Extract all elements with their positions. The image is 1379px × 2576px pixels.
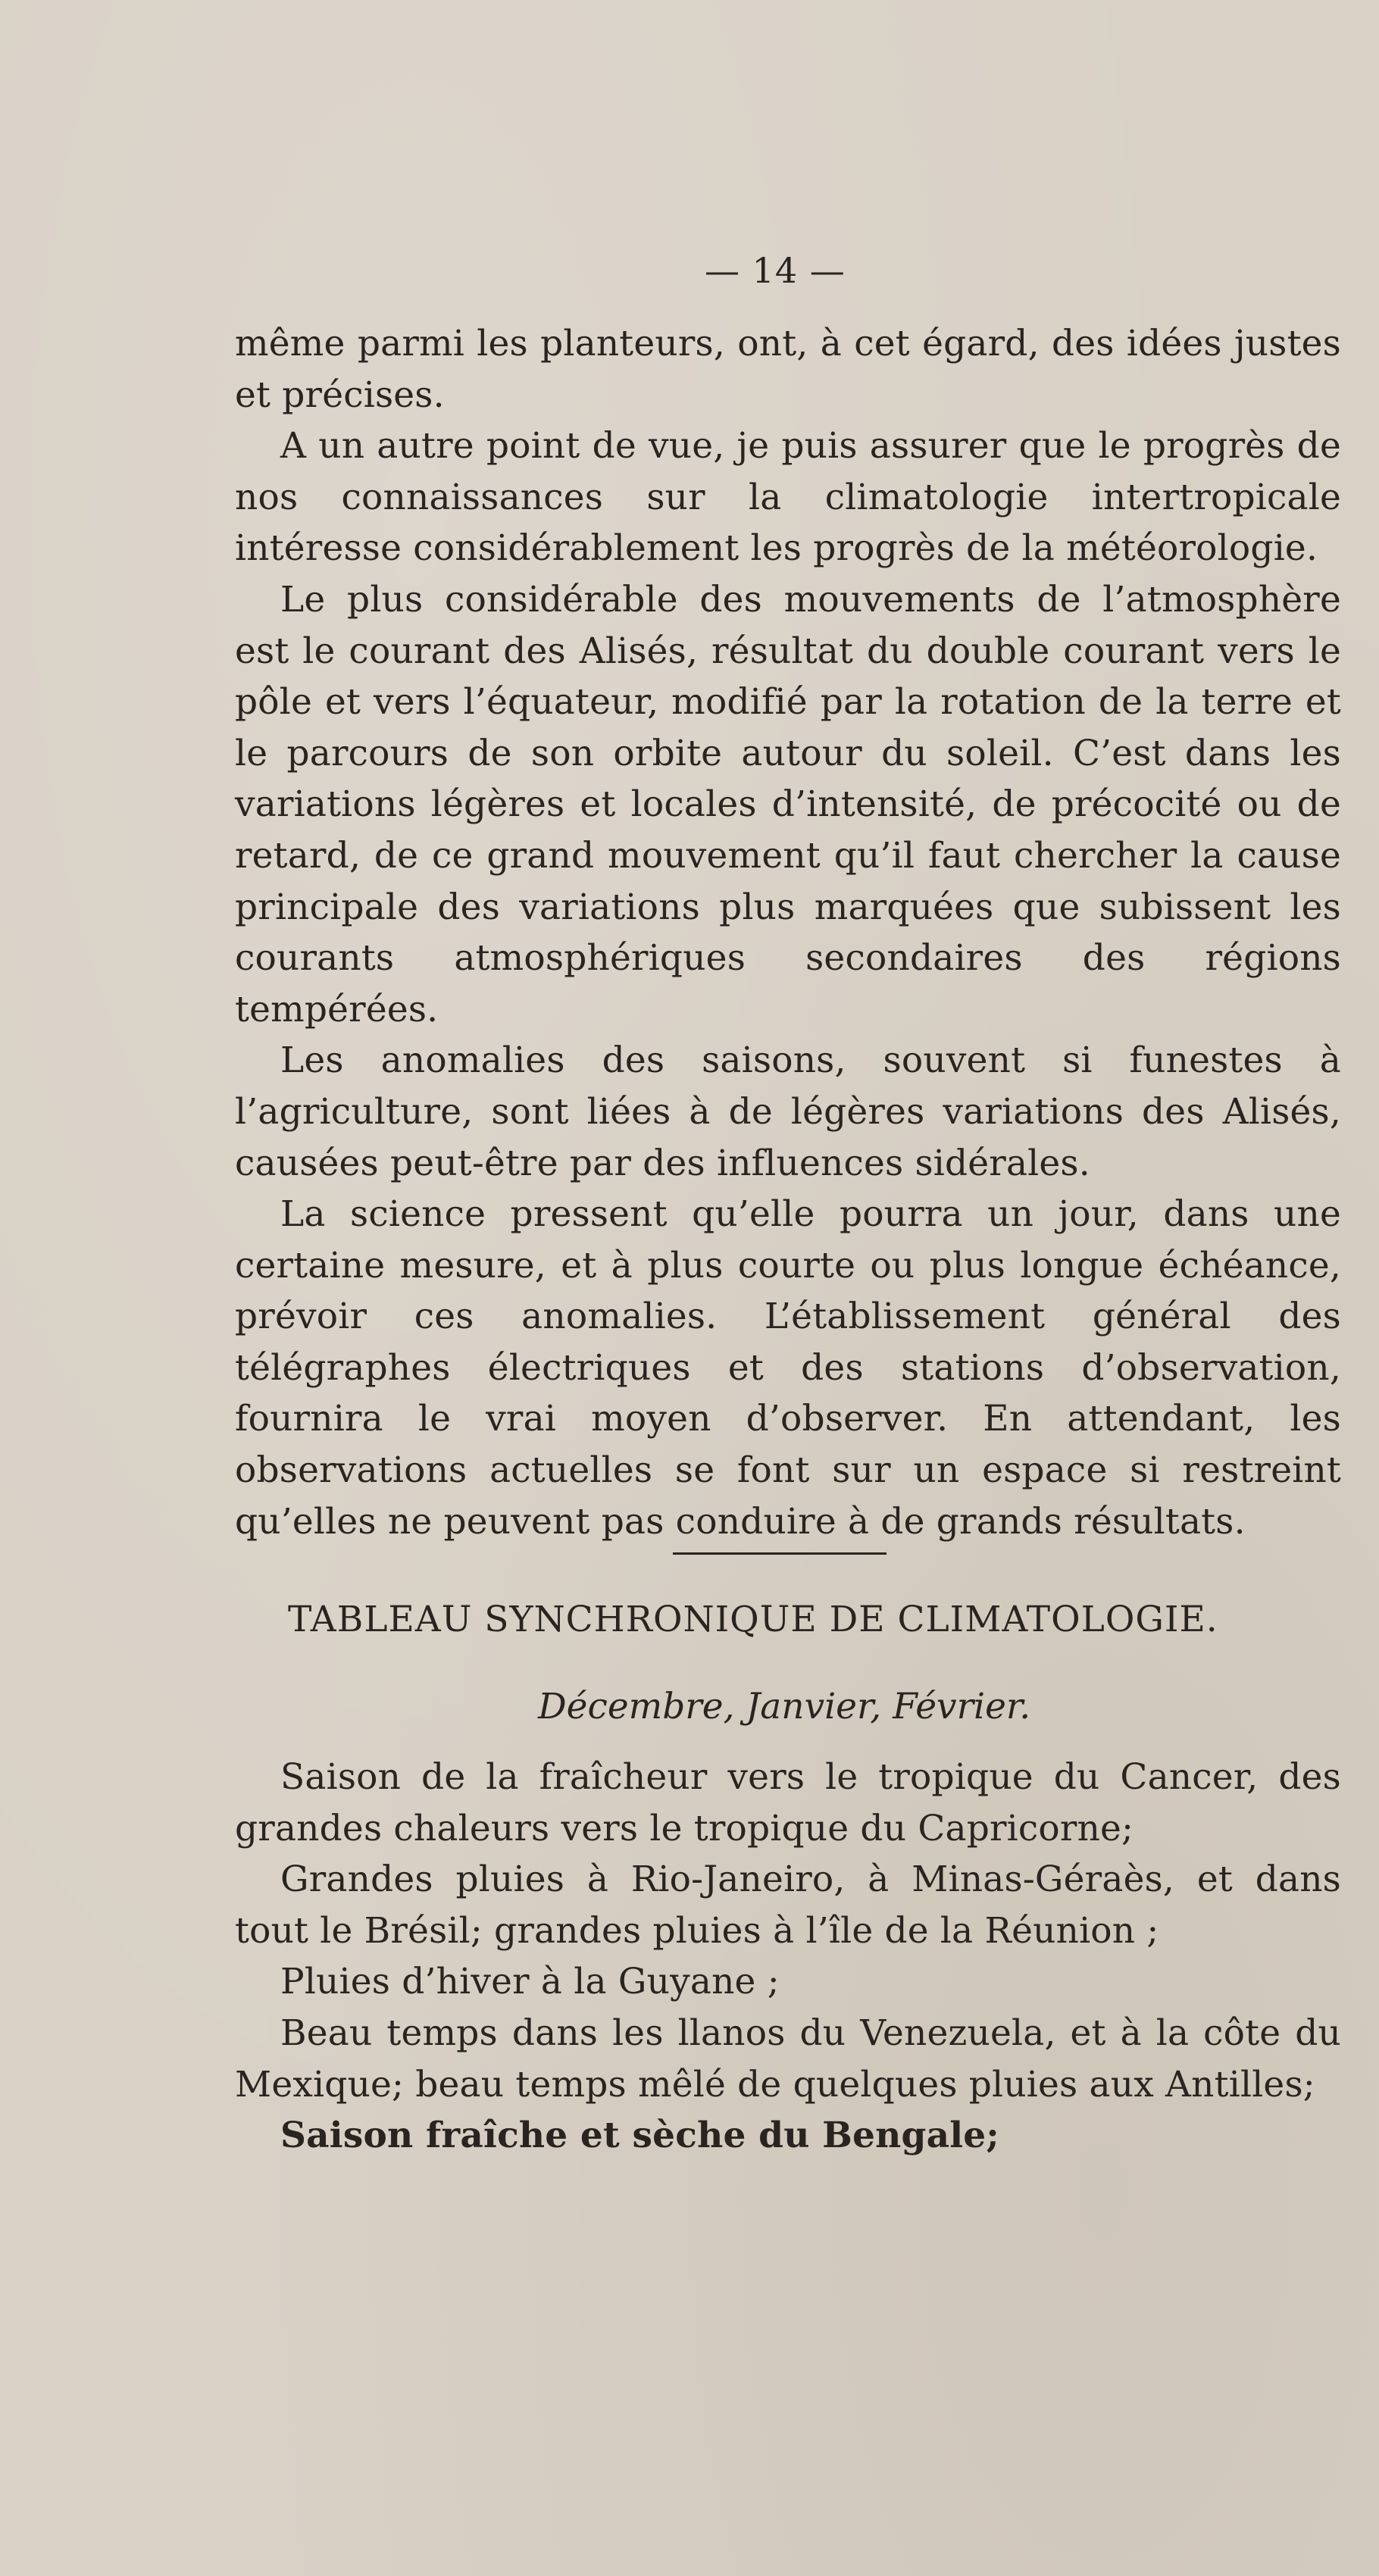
tableau-item: Saison de la fraîcheur vers le tropique du Cancer, des grandes chaleurs vers le tropique du Capricorne; [235,1756,1341,1849]
section-title: TABLEAU SYNCHRONIQUE DE CLIMATOLOGIE. [288,1599,1218,1640]
page-number: — 14 — [705,250,846,291]
paragraph: Les anomalies des saisons, souvent si funestes à l’agriculture, sont liées à de légères variations des Alisés, causées peut-être par des influences sidérales. [235,1039,1341,1184]
tableau-item: Saison fraîche et sèche du Bengale; [280,2115,999,2157]
paragraph: Le plus considérable des mouvements de l’atmosphère est le courant des Alisés, résultat du double courant vers le pôle et vers l’équateur, modifié par la rotation de la terre et le parcours de son orbite autour du soleil. C’est dans les variations légères et locales d’intensité, de précocité ou de retard, de ce grand mouvement qu’il faut chercher la cause principale des variations plus marquées que subissent les courants atmosphériques secondaires des régions tempérées. [235,578,1341,1030]
paragraph: A un autre point de vue, je puis assurer que le progrès de nos connaissances sur la climatologie intertropicale intéresse considérablement les progrès de la météorologie. [235,425,1341,570]
section-subtitle: Décembre, Janvier, Février. [538,1686,1031,1727]
body-text [235,318,1341,1547]
paragraph: La science pressent qu’elle pourra un jour, dans une certaine mesure, et à plus courte ou plus longue échéance, prévoir ces anomalies. L’établissement général des télégraphes électriques et des stations d’observation, fournira le vrai moyen d’observer. En attendant, les observations actuelles se font sur un espace si restreint qu’elles ne peuvent pas conduire à de grands résultats. [235,1193,1341,1543]
tableau-list [235,1752,1341,2162]
tableau-item: Grandes pluies à Rio-Janeiro, à Minas-Géraès, et dans tout le Brésil; grandes pluies à l’île de la Réunion ; [235,1859,1341,1952]
tableau-item: Pluies d’hiver à la Guyane ; [280,1961,780,2003]
section-divider [673,1552,886,1555]
paragraph-continuation: même parmi les planteurs, ont, à cet égard, des idées justes et précises. [235,323,1341,416]
tableau-item: Beau temps dans les llanos du Venezuela, et à la côte du Mexique; beau temps mêlé de quelques pluies aux Antilles; [235,2012,1341,2106]
